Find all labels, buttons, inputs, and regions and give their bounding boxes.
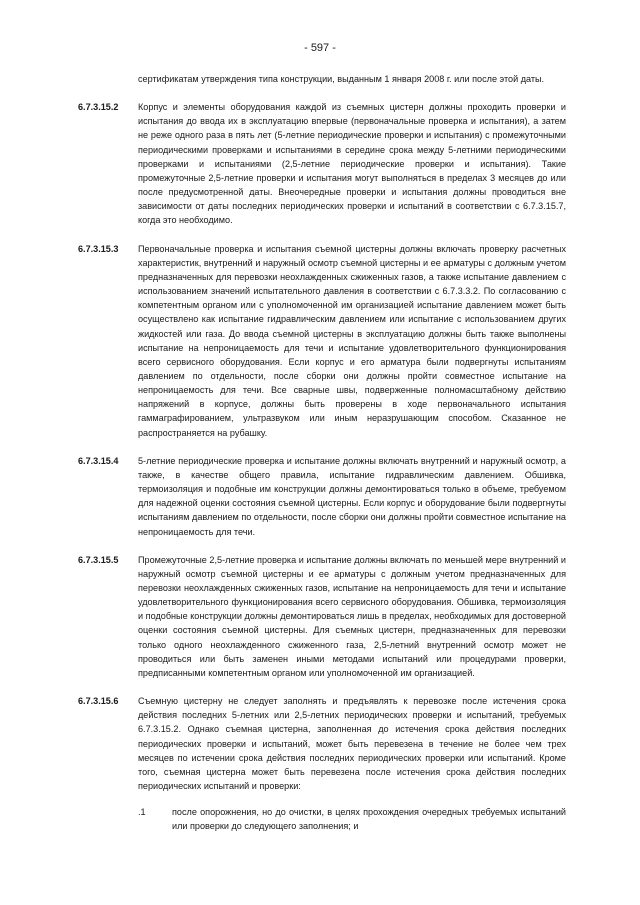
sub-item-number: .1	[138, 807, 146, 818]
clause-6-7-3-15-4	[78, 454, 566, 539]
sub-item-1	[138, 805, 566, 833]
continued-paragraph: сертификатам утверждения типа конструкции, выданным 1 января 2008 г. или после этой даты.	[138, 74, 545, 84]
clause-number: 6.7.3.15.2	[78, 102, 119, 113]
document-body	[78, 72, 566, 834]
clause-6-7-3-15-3	[78, 242, 566, 440]
clause-text: Промежуточные 2,5-летние проверка и испытание должны включать по меньшей мере внутренний и наружный осмотр съемной цистерны и ее арматуры с должным учетом предназначенных для перевозки неохлажденных сжиженных газов, испытание на непроницаемость для течи и испытание удовлетворительного функционирования всего сервисного оборудования. Обшивка, термоизоляция и подобные конструкции должны демонтироваться лишь в пределах, необходимых для достоверной оценки состояния съемной цистерны. Для съемных цистерн, предназначенных для перевозки только одного неохлажденного сжиженного газа, 2,5-летний внутренний осмотр может не проводиться или быть заменен иными методами испытаний или процедурами проверки, предписанными компетентным органом или уполномоченной им организацией.	[138, 554, 566, 678]
clause-6-7-3-15-2	[78, 100, 566, 227]
clause-number: 6.7.3.15.6	[78, 696, 119, 707]
page-number: - 597 -	[304, 42, 336, 54]
clause-number: 6.7.3.15.5	[78, 554, 119, 565]
clause-6-7-3-15-6	[78, 694, 566, 793]
clause-text: Съемную цистерну не следует заполнять и предъявлять к перевозке после истечения срока действия последних 5-летних или 2,5-летних периодических проверки и испытаний, требуемых 6.7.3.15.2. Однако съемная цистерна, заполненная до истечения срока действия последних периодических проверки и испытаний, может быть перевезена в течение не более чем трех месяцев по истечении срока действия последних периодических проверки или испытаний. Кроме того, съемная цистерна может быть перевезена после истечения срока действия последних периодических испытаний и проверки:	[138, 696, 566, 792]
clause-number: 6.7.3.15.3	[78, 243, 119, 254]
clause-number: 6.7.3.15.4	[78, 455, 119, 466]
clause-text: 5-летние периодические проверка и испытание должны включать внутренний и наружный осмотр, а также, в качестве общего правила, испытание гидравлическим давлением. Обшивка, термоизоляция и подобные им конструкции должны демонтироваться только в объеме, требуемом для надежной оценки состояния съемной цистерны. Если корпус и оборудование были подвергнуты испытаниям давлением по отдельности, после сборки они должны пройти совместное испытание на непроницаемость для течи.	[138, 455, 566, 537]
clause-text: Корпус и элементы оборудования каждой из съемных цистерн должны проходить проверки и испытания до ввода их в эксплуатацию впервые (первоначальные проверка и испытания), а затем не реже одного раза в пять лет (5-летние периодические проверки и испытания) с промежуточными периодическими проверками и испытаниями в середине срока между 5-летними периодическими проверками и испытаниями (2,5-летние периодические проверки и испытания). Такие промежуточные 2,5-летние проверки и испытания могут выполняться в пределах 3 месяцев до или после предусмотренной даты. Внеочередные проверки и испытания должны проводиться вне зависимости от даты последних периодических проверки и испытаний в соответствии с 6.7.3.15.7, когда это необходимо.	[138, 102, 566, 226]
sub-item-text: после опорожнения, но до очистки, в целях прохождения очередных требуемых испытаний или проверки до следующего заполнения; и	[172, 807, 566, 832]
clause-text: Первоначальные проверка и испытания съемной цистерны должны включать проверку расчетных характеристик, внутренний и наружный осмотр съемной цистерны и ее арматуры с должным учетом предназначенных для перевозки неохлажденных сжиженных газов, а также испытание давлением с использованием значений испытательного давления в соответствии с 6.7.3.3.2. По согласованию с компетентным органом или с уполномоченной им организацией испытание давлением может быть осуществлено как испытание гидравлическим давлением или испытание с использованием других жидкостей или газа. До ввода съемной цистерны в эксплуатацию должны быть также выполнены испытание на непроницаемость для течи и испытание удовлетворительного функционирования всего сервисного оборудования. Если корпус и его арматура были подвергнуты испытаниям давлением по отдельности, после сборки они должны пройти совместное испытание на непроницаемость для течи. Все сварные швы, подверженные полномасштабному действию напряжений в корпусе, должны быть проверены в ходе первоначального испытания гаммаграфированием, ультразвуком или иным неразрушающим способом. Сказанное не распространяется на рубашку.	[138, 243, 566, 438]
clause-6-7-3-15-5	[78, 553, 566, 680]
